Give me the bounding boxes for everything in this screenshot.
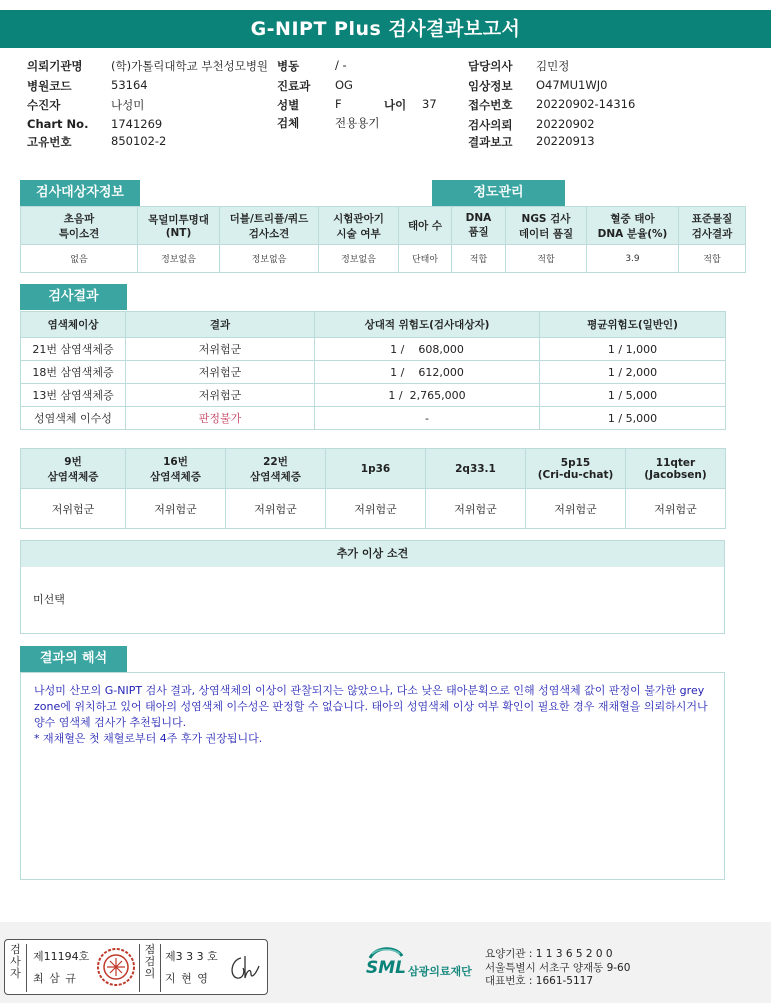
val-5p15: 저위험군: [526, 489, 626, 529]
col-nt: 목덜미투명대 (NT): [138, 207, 220, 245]
val-trisomy9: 저위험군: [21, 489, 126, 529]
row-average-risk: 1 / 2,000: [540, 361, 726, 384]
sex-label: 성별: [277, 98, 300, 112]
row-relative-risk: 1 / 612,000: [315, 361, 540, 384]
footer: [0, 922, 771, 1003]
reviewer-label: 점검의: [139, 944, 161, 992]
row-name: 성염색체 이수성: [21, 407, 126, 430]
org-address: 서울특별시 서초구 양재동 9-60: [485, 961, 631, 974]
micro-value-row: [21, 489, 726, 529]
hospital-value: (학)가톨릭대학교 부천성모병원: [111, 59, 269, 73]
care-code: 요양기관 : 1 1 3 6 5 2 0 0: [485, 948, 613, 960]
val-fetus-count: 단태아: [399, 245, 452, 273]
chart-value: 1741269: [111, 117, 163, 131]
inspector-name: 최 삼 규: [33, 972, 77, 985]
val-trisomy16: 저위험군: [126, 489, 226, 529]
subject-header: 검사대상자정보: [20, 180, 140, 206]
table-row: [21, 407, 726, 430]
dept-value: OG: [335, 78, 353, 92]
request-value: 20220902: [536, 117, 595, 131]
col-reference: 표준물질 검사결과: [679, 207, 746, 245]
sml-logo-text: SML: [366, 958, 406, 978]
col-result: 결과: [126, 312, 315, 338]
specimen-value: 전용용기: [335, 116, 380, 130]
code-label: 병원코드: [27, 79, 72, 93]
dept-label: 진료과: [277, 79, 311, 93]
col-trisomy16: 16번 삼염색체증: [126, 449, 226, 489]
code-value: 53164: [111, 78, 148, 92]
ward-value: / -: [335, 58, 347, 72]
col-1p36: 1p36: [326, 449, 426, 489]
row-relative-risk: 1 / 2,765,000: [315, 384, 540, 407]
col-fetal-fraction: 혈중 태아 DNA 분율(%): [587, 207, 679, 245]
results-table: [20, 311, 726, 430]
interpretation-header: 결과의 해석: [20, 646, 127, 672]
clinical-label: 임상정보: [468, 79, 513, 93]
val-ultrasound: 없음: [21, 245, 138, 273]
hospital-label: 의뢰기관명: [27, 59, 83, 73]
unique-value: 850102-2: [111, 134, 167, 148]
row-name: 18번 삼염색체증: [21, 361, 126, 384]
row-average-risk: 1 / 5,000: [540, 407, 726, 430]
additional-value: 미선택: [33, 593, 65, 606]
report-label: 결과보고: [468, 135, 513, 149]
val-1p36: 저위험군: [326, 489, 426, 529]
val-11qter: 저위험군: [626, 489, 726, 529]
reviewer-name: 지 현 영: [165, 972, 209, 985]
interpretation-box: [20, 672, 725, 880]
org-name: 삼광의료재단: [408, 965, 472, 978]
row-name: 21번 삼염색체증: [21, 338, 126, 361]
col-ngs-quality: NGS 검사 데이터 품질: [506, 207, 587, 245]
col-ultrasound: 초음파 특이소견: [21, 207, 138, 245]
reviewer-no: 제3 3 3 호: [165, 950, 218, 963]
subject-header-row: [21, 207, 746, 245]
receipt-value: 20220902-14316: [536, 97, 636, 111]
micro-table: [20, 448, 726, 529]
row-result: 저위험군: [126, 338, 315, 361]
additional-header: 추가 이상 소견: [21, 541, 724, 567]
col-ivf: 시험관아기 시술 여부: [319, 207, 399, 245]
chart-label: Chart No.: [27, 117, 89, 131]
inspector-no: 제11194호: [33, 950, 90, 963]
col-dna-quality: DNA 품질: [452, 207, 506, 245]
qc-header: 정도관리: [432, 180, 565, 206]
interpretation-text: [21, 673, 724, 757]
subject-value-row: [21, 245, 746, 273]
row-relative-risk: -: [315, 407, 540, 430]
val-reference: 적합: [679, 245, 746, 273]
signature-box: [4, 939, 268, 995]
doctor-value: 김민정: [536, 59, 570, 73]
interpretation-line2: * 재채혈은 첫 채혈로부터 4주 후가 권장됩니다.: [34, 732, 263, 745]
val-trisomy22: 저위험군: [226, 489, 326, 529]
patient-value: 나성미: [111, 98, 145, 112]
signature-icon: [227, 952, 263, 984]
val-dna-quality: 적합: [452, 245, 506, 273]
row-result: 판정불가: [126, 407, 315, 430]
col-average-risk: 평균위험도(일반인): [540, 312, 726, 338]
col-11qter: 11qter (Jacobsen): [626, 449, 726, 489]
inspector-label: 검사자: [5, 944, 27, 992]
col-fetus-count: 태아 수: [399, 207, 452, 245]
col-2q33: 2q33.1: [426, 449, 526, 489]
receipt-label: 접수번호: [468, 98, 513, 112]
ward-label: 병동: [277, 59, 300, 73]
table-row: [21, 338, 726, 361]
specimen-label: 검체: [277, 116, 300, 130]
col-trisomy22: 22번 삼염색체증: [226, 449, 326, 489]
table-row: [21, 384, 726, 407]
val-2q33: 저위험군: [426, 489, 526, 529]
col-relative-risk: 상대적 위험도(검사대상자): [315, 312, 540, 338]
col-abnormality: 염색체이상: [21, 312, 126, 338]
table-row: [21, 361, 726, 384]
additional-findings: [20, 540, 725, 634]
results-header: 검사결과: [20, 284, 127, 310]
age-value: 37: [422, 97, 437, 111]
subject-table: [20, 206, 746, 273]
val-ivf: 정보없음: [319, 245, 399, 273]
row-average-risk: 1 / 5,000: [540, 384, 726, 407]
seal-icon: [95, 946, 137, 988]
val-fetal-fraction: 3.9: [587, 245, 679, 273]
request-label: 검사의뢰: [468, 118, 513, 132]
age-label: 나이: [384, 98, 407, 112]
row-result: 저위험군: [126, 361, 315, 384]
doctor-label: 담당의사: [468, 59, 513, 73]
micro-header-row: [21, 449, 726, 489]
results-header-row: [21, 312, 726, 338]
val-screening: 정보없음: [220, 245, 319, 273]
report-value: 20220913: [536, 134, 595, 148]
row-relative-risk: 1 / 608,000: [315, 338, 540, 361]
org-phone: 대표번호 : 1661-5117: [485, 975, 594, 987]
unique-label: 고유번호: [27, 135, 72, 149]
col-trisomy9: 9번 삼염색체증: [21, 449, 126, 489]
row-result: 저위험군: [126, 384, 315, 407]
col-screening: 더블/트리플/쿼드 검사소견: [220, 207, 319, 245]
org-contact: [485, 948, 630, 989]
clinical-value: O47MU1WJ0: [536, 78, 608, 92]
col-5p15: 5p15 (Cri-du-chat): [526, 449, 626, 489]
report-title: G-NIPT Plus 검사결과보고서: [0, 10, 771, 48]
interpretation-line1: 나성미 산모의 G-NIPT 검사 결과, 상염색체의 이상이 관찰되지는 않았으나, 다소 낮은 태아분획으로 인해 성염색체 값이 판정이 불가한 grey zone에 위치하고 있어 태아의 성염색체 이수성은 판정할 수 없습니다. 태아의 성염색체 이상 여부 확인이 필요한 경우 재채혈을 의뢰하시거나 양수 염색체 검사가 추천됩니다.: [34, 684, 708, 729]
patient-label: 수진자: [27, 98, 61, 112]
sex-value: F: [335, 97, 342, 111]
val-ngs-quality: 적합: [506, 245, 587, 273]
val-nt: 정보없음: [138, 245, 220, 273]
row-average-risk: 1 / 1,000: [540, 338, 726, 361]
row-name: 13번 삼염색체증: [21, 384, 126, 407]
